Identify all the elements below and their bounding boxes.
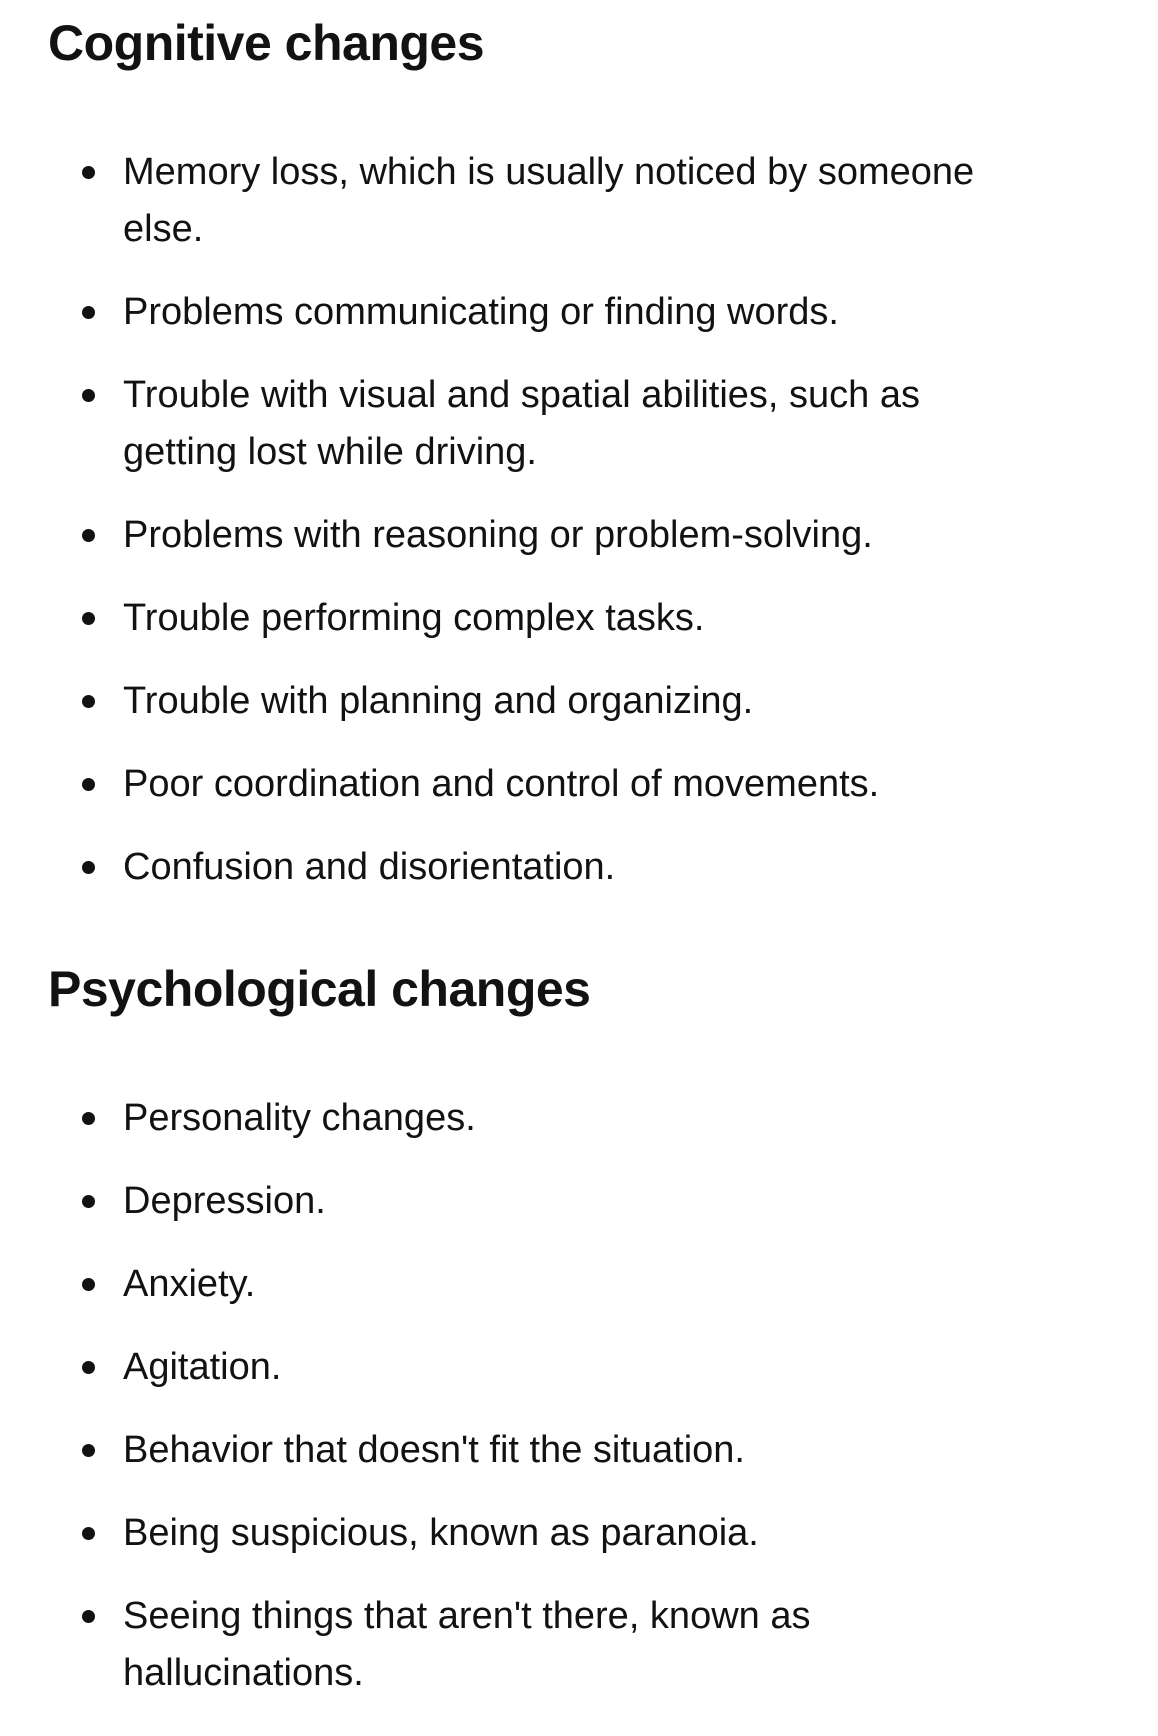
list-item [48, 367, 983, 481]
bullet-icon [82, 1361, 95, 1374]
bullet-icon [82, 1112, 95, 1125]
symptom-section [48, 12, 1158, 896]
list-item [48, 144, 983, 258]
bullet-icon [82, 1444, 95, 1457]
list-item-text: Personality changes. [123, 1097, 476, 1139]
list-item [48, 507, 983, 564]
list-item-text: Trouble with planning and organizing. [123, 680, 754, 722]
list-item [48, 1422, 983, 1479]
symptom-section [48, 958, 1158, 1702]
list-item-text: Anxiety. [123, 1263, 256, 1305]
bullet-icon [82, 389, 95, 402]
list-item [48, 1588, 983, 1702]
symptom-list [48, 1090, 1158, 1702]
bullet-icon [82, 1527, 95, 1540]
list-item [48, 756, 983, 813]
list-item [48, 1339, 983, 1396]
list-item-text: Being suspicious, known as paranoia. [123, 1512, 759, 1554]
bullet-icon [82, 306, 95, 319]
list-item-text: Agitation. [123, 1346, 282, 1388]
section-heading: Cognitive changes [48, 15, 485, 71]
list-item [48, 284, 983, 341]
bullet-icon [82, 1278, 95, 1291]
symptom-list [48, 144, 1158, 896]
bullet-icon [82, 166, 95, 179]
list-item-text: Depression. [123, 1180, 326, 1222]
list-item [48, 1173, 983, 1230]
bullet-icon [82, 778, 95, 791]
bullet-icon [82, 612, 95, 625]
list-item-text: Problems with reasoning or problem-solving. [123, 514, 873, 556]
list-item-text: Trouble performing complex tasks. [123, 597, 705, 639]
list-item [48, 1090, 983, 1147]
list-item-text: Problems communicating or finding words. [123, 291, 839, 333]
list-item [48, 839, 983, 896]
list-item-text: Poor coordination and control of movements. [123, 763, 880, 805]
list-item-text: Memory loss, which is usually noticed by someone else. [123, 151, 975, 250]
list-item [48, 1256, 983, 1313]
section-heading: Psychological changes [48, 961, 591, 1017]
list-item-text: Trouble with visual and spatial abilities, such as getting lost while driving. [123, 374, 920, 473]
bullet-icon [82, 861, 95, 874]
list-item-text: Seeing things that aren't there, known as hallucinations. [123, 1595, 811, 1694]
list-item [48, 590, 983, 647]
list-item-text: Confusion and disorientation. [123, 846, 616, 888]
bullet-icon [82, 1195, 95, 1208]
list-item [48, 1505, 983, 1562]
list-item-text: Behavior that doesn't fit the situation. [123, 1429, 745, 1471]
list-item [48, 673, 983, 730]
bullet-icon [82, 1610, 95, 1623]
bullet-icon [82, 529, 95, 542]
bullet-icon [82, 695, 95, 708]
